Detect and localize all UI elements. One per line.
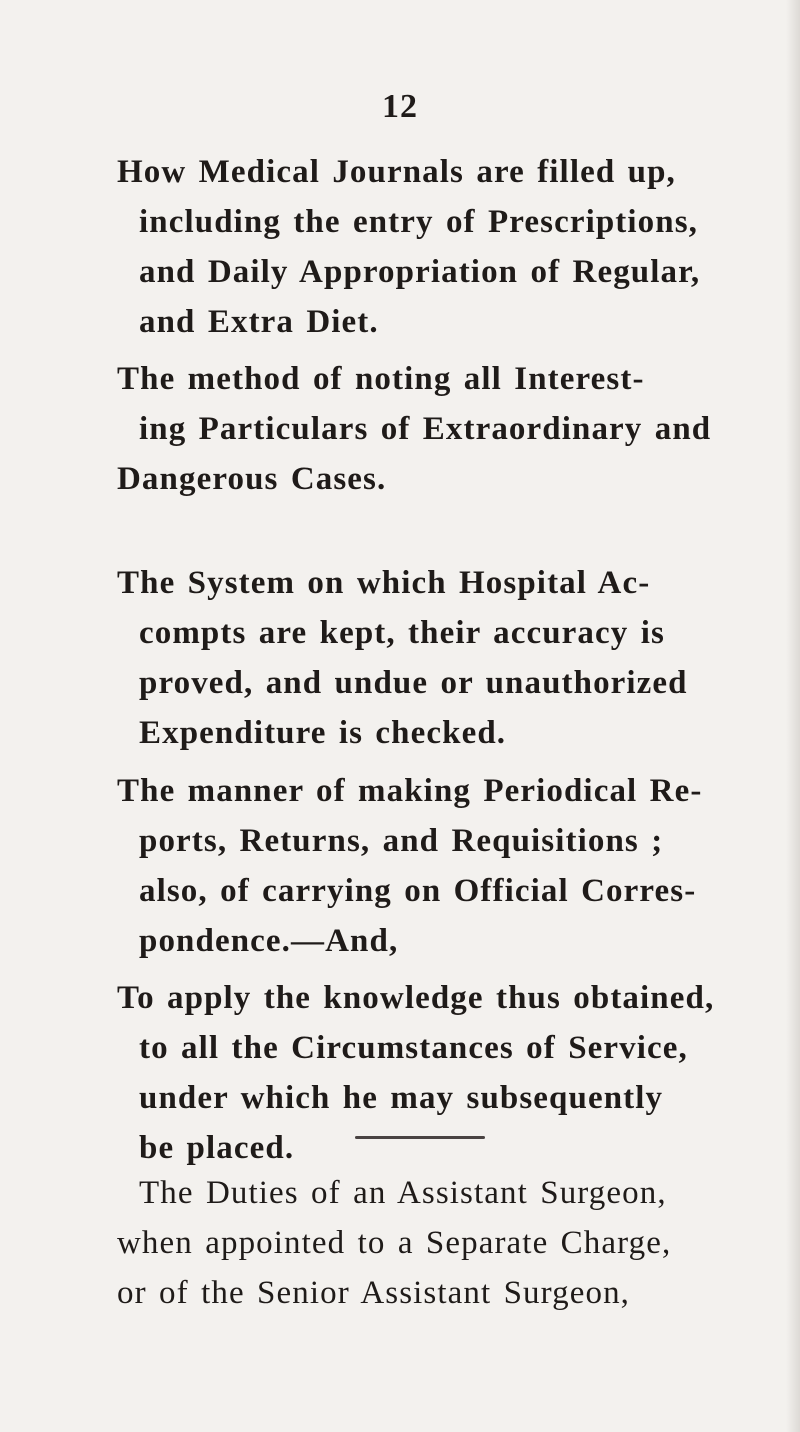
paragraph-apply-knowledge <box>0 973 714 1173</box>
page-edge-shadow <box>786 0 800 1432</box>
paragraph-assistant-surgeon <box>0 1168 671 1318</box>
text-line: ing Particulars of Extraordinary and <box>139 411 712 447</box>
text-line: under which he may subsequently <box>139 1080 664 1116</box>
text-line: or of the Senior Assistant Surgeon, <box>117 1275 631 1311</box>
text-line: To apply the knowledge thus obtained, <box>117 980 715 1016</box>
text-line: Expenditure is checked. <box>139 715 507 751</box>
paragraph-periodical-reports <box>0 766 702 966</box>
text-line: and Daily Appropriation of Regular, <box>139 254 701 290</box>
text-line: ports, Returns, and Requisitions ; <box>139 823 664 859</box>
paragraph-medical-journals <box>0 147 700 347</box>
paragraph-hospital-accompts <box>0 558 688 758</box>
section-divider-rule <box>355 1136 485 1139</box>
text-line: pondence.—And, <box>139 923 399 959</box>
text-line: when appointed to a Separate Charge, <box>117 1225 672 1261</box>
text-line: The System on which Hospital Ac- <box>117 565 651 601</box>
text-line: The Duties of an Assistant Surgeon, <box>139 1175 667 1211</box>
page-number: 12 <box>382 88 418 125</box>
paragraph-noting-cases <box>0 354 711 504</box>
text-line: How Medical Journals are filled up, <box>117 154 676 190</box>
text-line: The manner of making Periodical Re- <box>117 773 703 809</box>
text-line: be placed. <box>139 1130 295 1166</box>
text-line: and Extra Diet. <box>139 304 379 340</box>
text-line: also, of carrying on Official Corres- <box>139 873 697 909</box>
text-line: Dangerous Cases. <box>117 461 387 497</box>
text-line: compts are kept, their accuracy is <box>139 615 665 651</box>
text-line: including the entry of Prescriptions, <box>139 204 698 240</box>
text-line: The method of noting all Interest- <box>117 361 645 397</box>
text-line: to all the Circumstances of Service, <box>139 1030 688 1066</box>
text-line: proved, and undue or unauthorized <box>139 665 688 701</box>
